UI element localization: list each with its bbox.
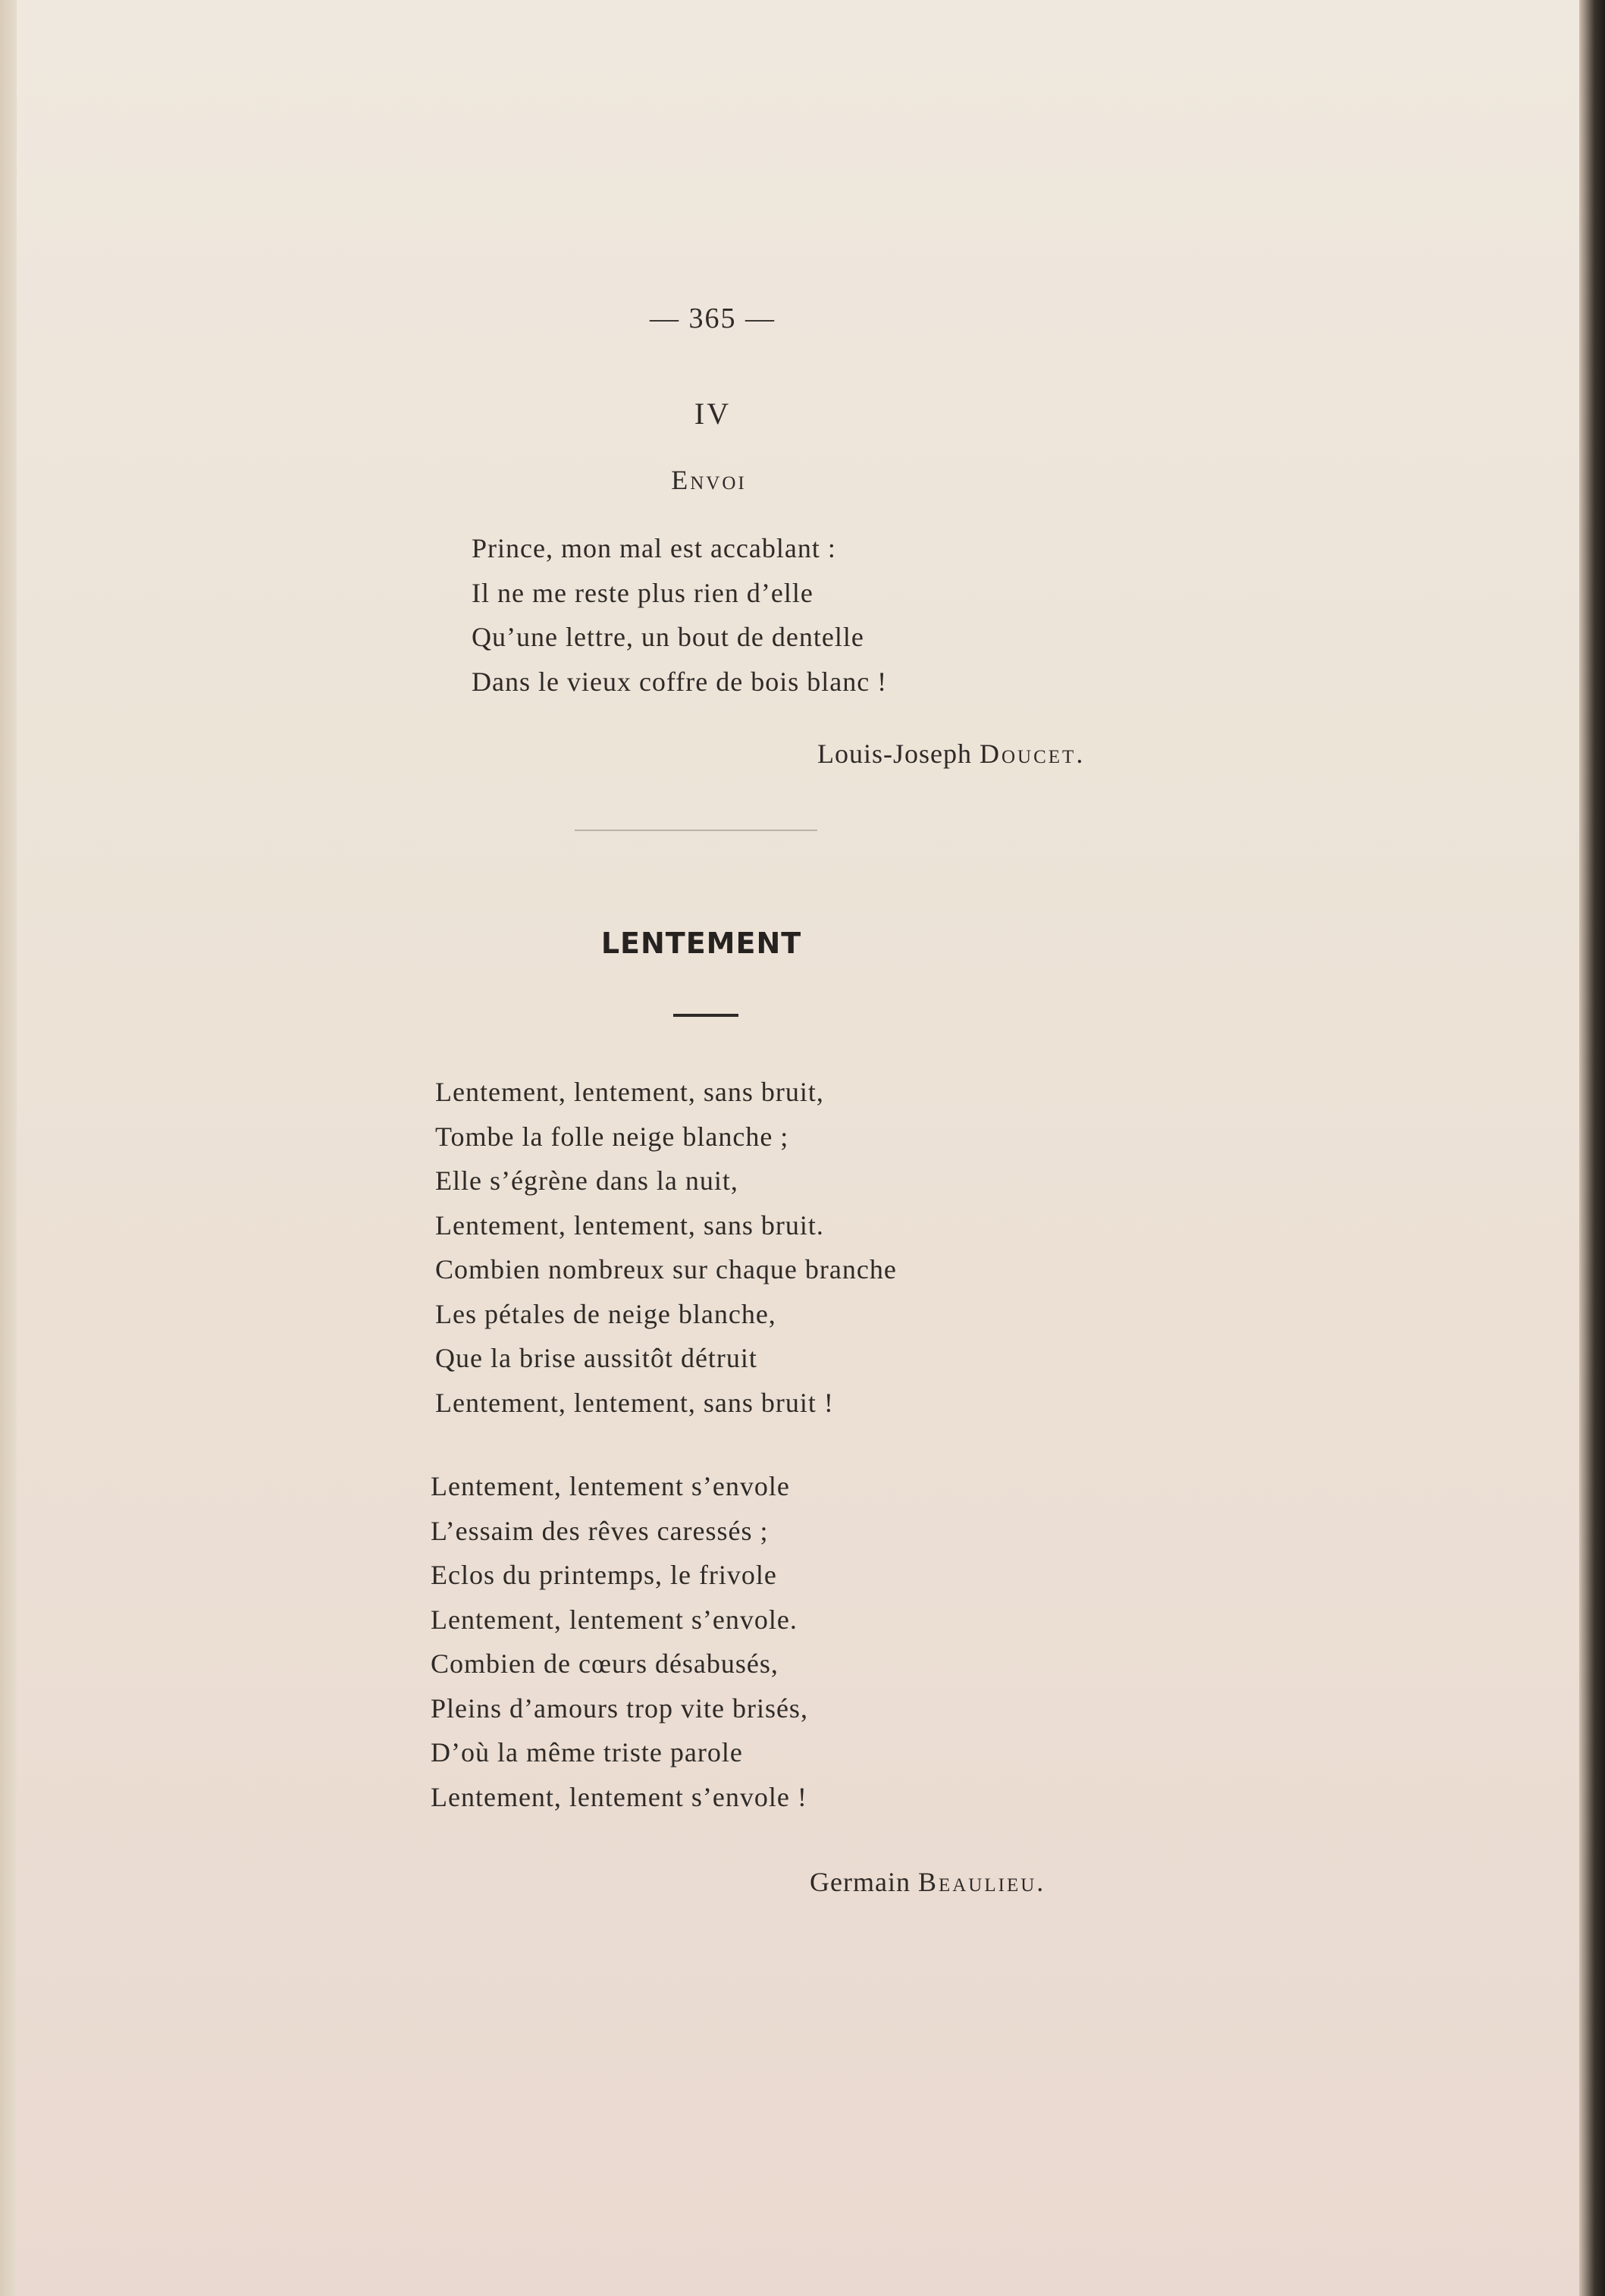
author-signature-doucet	[817, 738, 1085, 770]
section-numeral: IV	[694, 397, 732, 431]
verse-line: Combien nombreux sur chaque branche	[435, 1254, 897, 1284]
author-signature-beaulieu	[810, 1866, 1045, 1898]
poem-stanza-1	[435, 1070, 897, 1425]
author-first-name: Louis-Joseph	[817, 739, 972, 769]
verse-line: L’essaim des rêves caressés ;	[431, 1515, 769, 1546]
verse-line: Il ne me reste plus rien d’elle	[472, 577, 813, 608]
verse-line: Lentement, lentement, sans bruit,	[435, 1077, 824, 1107]
envoi-stanza	[472, 526, 887, 704]
poem-title: LENTEMENT	[600, 927, 802, 960]
section-title: Envoi	[671, 465, 747, 495]
verse-line: Elle s’égrène dans la nuit,	[435, 1165, 738, 1196]
author-last-name: Doucet.	[980, 739, 1086, 769]
verse-line: Lentement, lentement s’envole !	[431, 1781, 807, 1812]
page-left-edge	[0, 0, 17, 2296]
page-number: — 365 —	[650, 303, 776, 334]
poem-stanza-2	[431, 1464, 808, 1819]
verse-line: Que la brise aussitôt détruit	[435, 1343, 757, 1373]
verse-line: D’où la même triste parole	[431, 1737, 743, 1767]
verse-line: Lentement, lentement, sans bruit.	[435, 1209, 824, 1241]
page-right-edge	[1579, 0, 1605, 2296]
author-first-name: Germain	[810, 1867, 911, 1897]
title-rule	[673, 1014, 738, 1017]
verse-line: Prince, mon mal est accablant :	[472, 533, 836, 563]
verse-line: Tombe la folle neige blanche ;	[435, 1121, 789, 1152]
author-last-name: Beaulieu.	[917, 1867, 1046, 1897]
verse-line: Lentement, lentement, sans bruit !	[435, 1387, 834, 1418]
verse-line: Eclos du printemps, le frivole	[431, 1560, 777, 1590]
verse-line: Combien de cœurs désabusés,	[431, 1648, 779, 1679]
verse-line: Dans le vieux coffre de bois blanc !	[472, 666, 888, 697]
verse-line: Pleins d’amours trop vite brisés,	[431, 1692, 808, 1724]
verse-line: Les pétales de neige blanche,	[435, 1298, 776, 1329]
verse-line: Lentement, lentement s’envole	[431, 1471, 790, 1501]
section-separator	[575, 830, 817, 831]
verse-line: Qu’une lettre, un bout de dentelle	[472, 622, 864, 652]
verse-line: Lentement, lentement s’envole.	[431, 1604, 798, 1635]
